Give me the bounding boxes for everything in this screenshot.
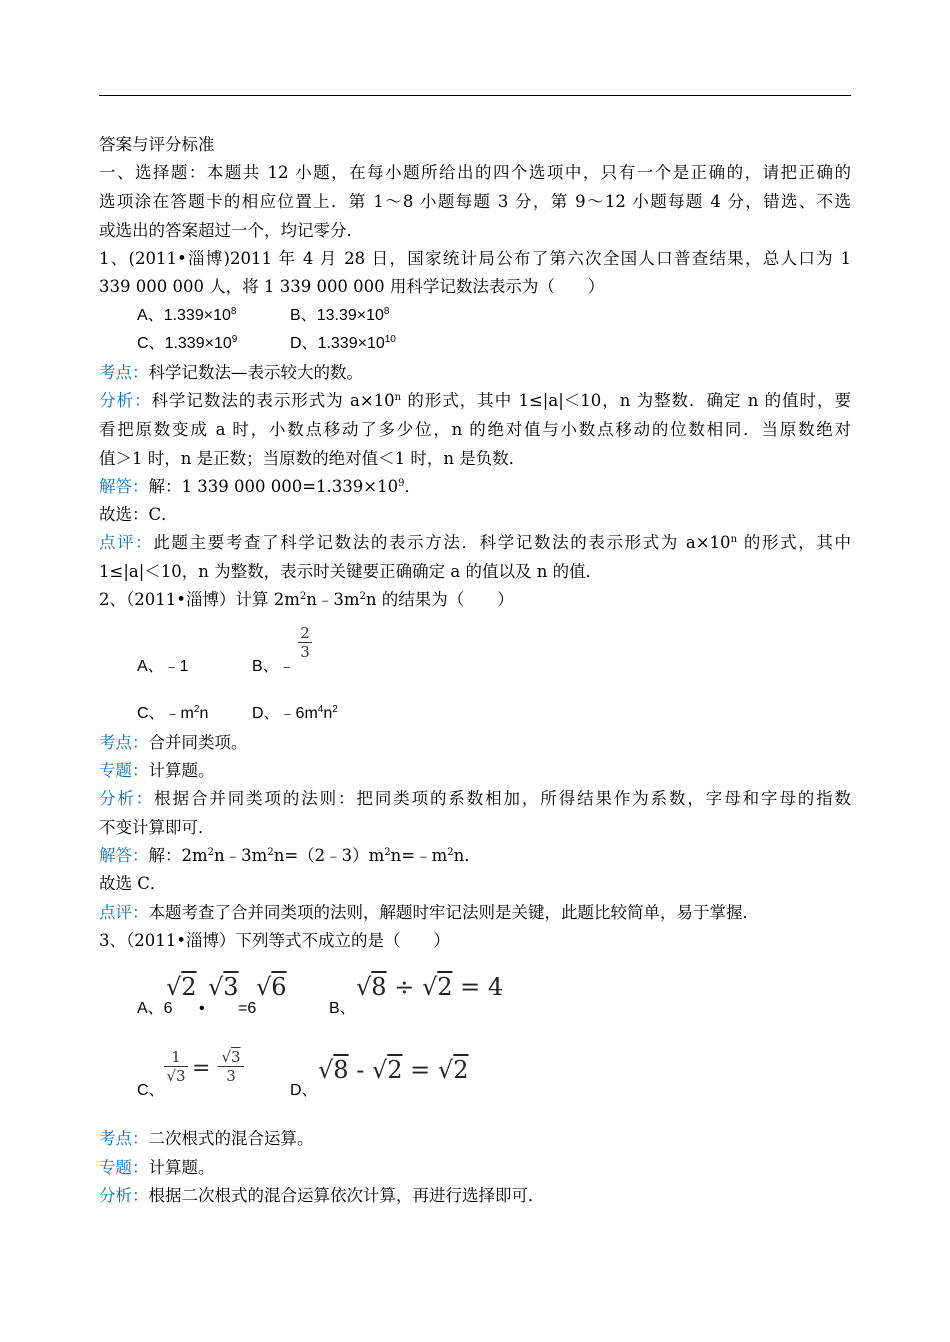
q2-kaodian: 考点：合并同类项。	[99, 733, 248, 752]
q3-option-a-root3: √6	[256, 973, 287, 1001]
answer-title: 答案与评分标准	[99, 135, 215, 154]
q1-stem-line2: 339 000 000 人，将 1 339 000 000 用科学记数法表示为（ ）	[99, 277, 605, 296]
q3-option-d-label: D、	[290, 1082, 318, 1099]
q3-option-c-left-fraction: 1 √3	[164, 1049, 188, 1084]
q3-option-b-expr: √8 ÷ √2 = 4	[356, 973, 504, 1001]
q3-option-a-root2: √3	[208, 973, 239, 1001]
q3-option-c-right-fraction: √3 3	[218, 1049, 244, 1084]
q2-fenxi-line2: 不变计算即可．	[99, 818, 215, 837]
q3-option-b-label: B、	[329, 1000, 356, 1017]
q2-option-d: D、$﹣6m^4n^2$	[252, 704, 338, 722]
q3-option-a-eq: =6	[238, 1000, 257, 1017]
q3-zhuanti: 专题：计算题。	[99, 1158, 215, 1177]
q3-option-c-eq: =	[192, 1056, 211, 1081]
q2-fenxi-line1: 分析：根据合并同类项的法则：把同类项的系数相加，所得结果作为系数，字母和字母的指数	[99, 789, 852, 808]
q2-option-b: B、﹣	[252, 658, 295, 675]
section-intro-line1: 一、选择题：本题共 12 小题，在每小题所给出的四个选项中，只有一个是正确的，请把正确的	[99, 163, 851, 182]
q2-option-c: C、$﹣m^2n$	[137, 704, 209, 722]
q1-dianping-line2: 1≤|a|＜10，n 为整数，表示时关键要正确确定 a 的值以及 n 的值．	[99, 562, 603, 581]
q1-jieda: 解答：解：1 339 000 $000=1.339\times 10^9$．	[99, 477, 421, 496]
q1-option-a: A、$1.339\times 10^8$	[137, 306, 237, 324]
q2-option-a: A、﹣1	[137, 658, 189, 675]
q1-fenxi-line3: 值＞1 时，n 是正数；当原数的绝对值＜1 时，n 是负数．	[99, 449, 526, 468]
q3-option-a-dot: •	[199, 1000, 205, 1017]
section-intro-line2: 选项涂在答题卡的相应位置上．第 1～8 小题每题 3 分，第 9～12 小题每题 4 分，错选、不选	[99, 192, 851, 211]
q3-option-a-root1: √2	[166, 973, 197, 1001]
q2-zhuanti: 专题：计算题。	[99, 761, 215, 780]
q3-stem: 3、（2011•淄博）下列等式不成立的是（ ）	[99, 931, 450, 950]
q3-option-c-label: C、	[137, 1082, 165, 1099]
q2-dianping: 点评：本题考查了合并同类项的法则，解题时牢记法则是关键，此题比较简单，易于掌握．	[99, 903, 759, 922]
q1-option-c: C、$1.339\times 10^9$	[137, 334, 238, 352]
q1-dianping-line1: 点评：此题主要考查了科学记数法的表示方法．科学记数法的表示形式为 $a\times 10^n$ 的形式，其中	[99, 533, 852, 552]
q1-stem-line1: 1、(2011•淄博)2011 年 4 月 28 日，国家统计局公布了第六次全国人口普查结果，总人口为 1	[99, 249, 851, 268]
q1-guxuan: 故选：C．	[99, 505, 178, 524]
q3-option-d-expr: √8 - √2 = √2	[318, 1056, 469, 1084]
q2-guxuan: 故选 C．	[99, 874, 167, 893]
q2-jieda: 解答：解：$2m^2n﹣3m^2n=(2﹣3)m^2n=﹣m^2n$．	[99, 846, 481, 865]
q1-fenxi-line1: 分析：科学记数法的表示形式为 $a\times 10^n$ 的形式，其中 1≤|a|＜10，n 为整数．确定 n 的值时，要	[99, 391, 851, 410]
q1-kaodian: 考点：科学记数法—表示较大的数。	[99, 363, 363, 382]
top-rule	[99, 95, 851, 96]
section-intro-line3: 或选出的答案超过一个，均记零分．	[99, 221, 363, 240]
q3-option-a-label: A、6	[137, 1000, 173, 1017]
q3-fenxi: 分析：根据二次根式的混合运算依次计算，再进行选择即可．	[99, 1186, 545, 1205]
q3-kaodian: 考点：二次根式的混合运算。	[99, 1129, 314, 1148]
q1-fenxi-line2: 看把原数变成 a 时，小数点移动了多少位，n 的绝对值与小数点移动的位数相同．当原数绝对	[99, 420, 851, 439]
q1-option-d: D、$1.339\times 10^{10}$	[290, 334, 396, 352]
q2-stem: 2、（2011•淄博）计算 $2m^2n﹣3m^2n$ 的结果为（ ）	[99, 590, 514, 609]
q2-option-b-fraction: 2 3	[298, 625, 312, 660]
q1-option-b: B、$13.39\times 10^8$	[290, 306, 390, 324]
